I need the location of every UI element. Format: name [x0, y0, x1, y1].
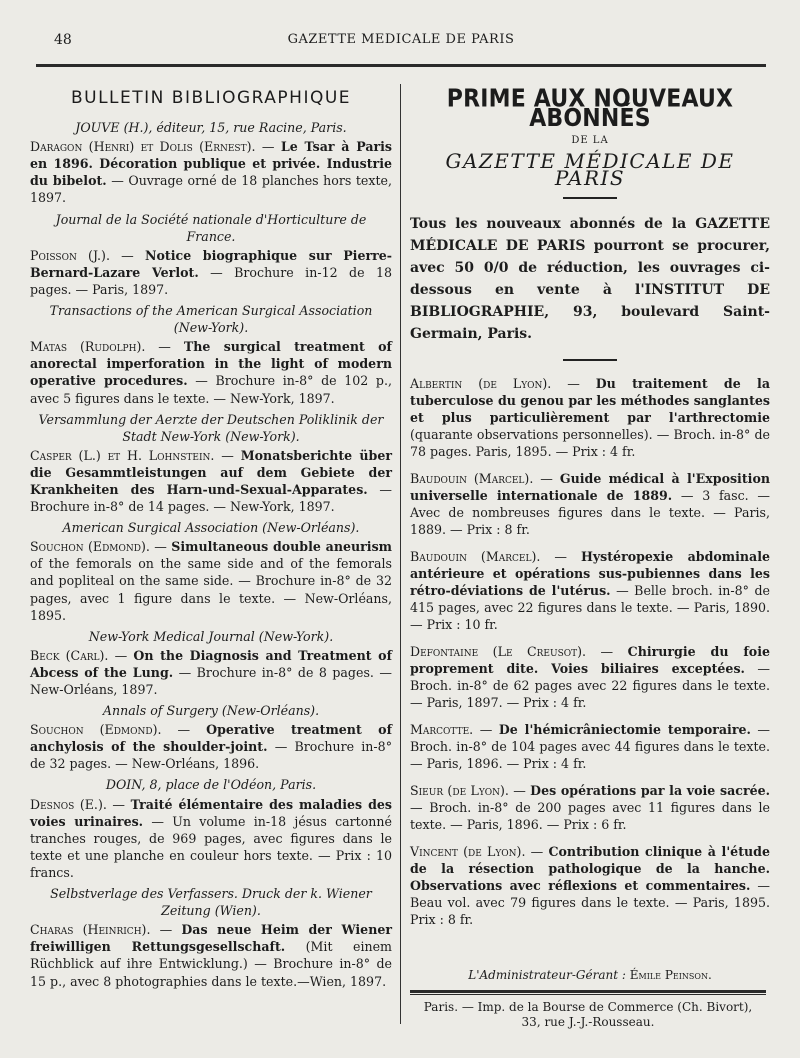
section — [30, 628, 392, 698]
entry-author: Beck (Carl). — — [30, 647, 128, 663]
running-title: GAZETTE MEDICALE DE PARIS — [287, 32, 515, 47]
bibliography-entry — [30, 447, 392, 515]
bibliography-entry — [30, 538, 392, 623]
subscriber-announcement: Tous les nouveaux abonnés de la GAZETTE MÉDICALE DE PARIS pourront se procurer, avec 50 0/0 de réduction, les ouvrages ci-dessous en vente à l'INSTITUT DE BIBLIOGRAPHIE, 93, boulevard Saint-Germain, Paris. — [410, 216, 770, 342]
administrator-name: Émile Peinson. — [629, 968, 712, 982]
entry-title: On the Diagnosis and Treatment of Abcess of the Lung. — [30, 647, 392, 680]
entry-details: — Brochure in-8° de 14 pages. — New-York, 1897. — [30, 481, 392, 515]
entry-title: Hystéropexie abdominale antérieure et opérations sus-pubiennes dans les rétro-déviations de l'utérus. — [410, 549, 770, 598]
offer-entry — [410, 643, 770, 711]
administrator-label: L'Administrateur-Gérant : — [468, 968, 626, 982]
entry-details: — Broch. in-8° de 104 pages avec 44 figures dans le texte. — Paris, 1896. — Prix : 4 fr. — [410, 722, 770, 771]
section — [30, 702, 392, 772]
entry-details: (Mit einem Rüchblick auf ihre Entwicklung.) — Brochure in-8° de 15 p., avec 8 photographies dans le texte.—Wien, 1897. — [30, 939, 392, 989]
entry-details: — Broch. in-8° de 200 pages avec 11 figures dans le texte. — Paris, 1896. — Prix : 6 fr. — [410, 800, 770, 832]
bibliography-entry — [30, 796, 392, 881]
entry-title: Monatsberichte über die Gesammtleistungen auf dem Gebiete der Krankheiten des Harn-und-Sexual-Apparates. — [30, 447, 393, 497]
offer-entry — [410, 548, 770, 633]
entry-details: — Brochure in-8° de 32 pages. — New-Orléans, 1896. — [30, 739, 392, 772]
section — [30, 302, 392, 407]
entry-title: Traité élémentaire des maladies des voies urinaires. — [30, 796, 392, 829]
left-column — [30, 84, 392, 992]
section — [30, 885, 392, 990]
publisher-heading: American Surgical Association (New-Orléans). — [62, 520, 360, 536]
entry-author: Defontaine (Le Creusot). — — [410, 644, 614, 659]
gazette-name: GAZETTE MÉDICALE DE PARIS — [445, 149, 735, 190]
publisher-heading: Journal de la Société nationale d'Horticulture de France. — [55, 211, 367, 244]
bibliography-entry — [30, 647, 392, 698]
publisher-heading: Transactions of the American Surgical Association (New-York). — [49, 303, 373, 336]
entry-title: Notice biographique sur Pierre-Bernard-Lazare Verlot. — [30, 247, 392, 280]
entry-details: — Brochure in-12 de 18 pages. — Paris, 1897. — [30, 264, 392, 297]
page-number: 48 — [54, 32, 72, 48]
entry-title: Chirurgie du foie proprement dite. Voies biliaires exceptées. — [410, 644, 771, 676]
entry-author: Desnos (E.). — — [30, 796, 126, 812]
divider — [563, 359, 617, 361]
printer-line: Paris. — Imp. de la Bourse de Commerce (Ch. Bivort), — [423, 1000, 753, 1014]
bulletin-title: BULLETIN BIBLIOGRAPHIQUE — [70, 88, 352, 108]
footer-rule-thin — [410, 994, 766, 995]
bibliography-entry — [30, 138, 392, 206]
offer-entry — [410, 843, 770, 928]
entry-author: Matas (Rudolph). — — [30, 339, 171, 355]
entry-details: of the femorals on the same side and of the femorals and popliteal on the same side. — Brochure in-8° de 32 pages, avec 1 figure dans le texte. — New-Orléans, 1895. — [30, 556, 392, 623]
publisher-heading: Selbstverlage des Verfassers. Druck der k. Wiener Zeitung (Wien). — [50, 886, 372, 919]
entry-author: Baudouin (Marcel). — — [410, 549, 567, 564]
entry-title: Contribution clinique à l'étude de la résection pathologique de la hanche. Observations avec réflexions et commentaires. — [410, 844, 770, 893]
entry-title: Guide médical à l'Exposition universelle internationale de 1889. — [410, 471, 771, 503]
entry-details: (quarante observations personnelles). — Broch. in-8° de 78 pages. Paris, 1895. — Prix : 4 fr. — [410, 427, 770, 459]
printer-address: 33, rue J.-J.-Rousseau. — [521, 1015, 655, 1029]
entry-title: Le Tsar à Paris en 1896. Décoration publique et privée. Industrie du bibelot. — [30, 139, 392, 189]
entry-author: Marcotte. — — [410, 722, 493, 737]
entry-details: — Brochure in-8° de 8 pages. — New-Orléans, 1897. — [30, 664, 392, 697]
entry-title: The surgical treatment of anorectal imperforation in the light of modern operative procedures. — [30, 339, 392, 389]
prime-title: PRIME AUX NOUVEAUX ABONNÉS — [446, 84, 734, 134]
bibliography-entry — [30, 721, 392, 772]
divider — [563, 197, 617, 199]
entry-details: — Broch. in-8° de 62 pages avec 22 figures dans le texte. — Paris, 1897. — Prix : 4 fr. — [410, 661, 770, 710]
entry-author: Albertin (de Lyon). — — [410, 376, 580, 391]
entry-details: — Brochure in-8° de 102 p., avec 5 figures dans le texte. — New-York, 1897. — [30, 373, 392, 406]
entry-title: De l'hémicrâniectomie temporaire. — [498, 722, 751, 737]
entry-author: Charas (Heinrich). — — [30, 922, 173, 938]
offer-entry — [410, 782, 770, 833]
publisher-heading: JOUVE (H.), éditeur, 15, rue Racine, Paris. — [75, 120, 347, 136]
administrator-line — [410, 968, 770, 982]
section — [30, 776, 392, 881]
section — [30, 211, 392, 298]
section — [30, 119, 392, 206]
entry-author: Casper (L.) et H. Lohnstein. — — [30, 447, 234, 463]
entry-title: Das neue Heim der Wiener freiwilligen Rettungsgesellschaft. — [30, 922, 392, 955]
entry-author: Souchon (Edmond). — — [30, 539, 167, 555]
offer-entry — [410, 721, 770, 772]
entry-author: Baudouin (Marcel). — — [410, 471, 553, 486]
entry-title: Simultaneous double aneurism — [171, 539, 392, 555]
bibliography-entry — [30, 921, 392, 989]
entry-author: Poisson (J.). — — [30, 247, 134, 263]
publisher-heading: Versammlung der Aerzte der Deutschen Poliklinik der Stadt New-York (New-York). — [38, 411, 384, 444]
offer-entry — [410, 375, 770, 460]
entry-details: — Un volume in-18 jésus cartonné tranches rouges, de 969 pages, avec figures dans le texte et une planche en couleur hors texte. — Prix : 10 francs. — [30, 813, 392, 880]
offer-entry — [410, 470, 770, 538]
header-rule — [36, 64, 766, 67]
entry-details: — 3 fasc. — Avec de nombreuses figures dans le texte. — Paris, 1889. — Prix : 8 fr. — [410, 488, 770, 537]
entry-author: Sieur (de Lyon). — — [410, 783, 526, 798]
right-column — [410, 84, 770, 938]
section — [30, 411, 392, 516]
publisher-heading: DOIN, 8, place de l'Odéon, Paris. — [105, 777, 317, 793]
bibliography-entry — [30, 338, 392, 406]
section — [30, 519, 392, 624]
column-divider — [400, 84, 401, 1024]
page-header — [36, 32, 766, 52]
printer-imprint — [410, 1000, 766, 1030]
bibliography-entry — [30, 247, 392, 298]
entry-title: Du traitement de la tuberculose du genou par les méthodes sanglantes et plus particulièrement par l'arthrectomie — [410, 376, 770, 425]
publisher-heading: Annals of Surgery (New-Orléans). — [102, 703, 320, 719]
entry-details: — Ouvrage orné de 18 planches hors texte, 1897. — [30, 173, 393, 206]
entry-title: Des opérations par la voie sacrée. — [530, 783, 770, 798]
entry-title: Operative treatment of anchylosis of the shoulder-joint. — [30, 722, 392, 755]
de-la-label: DE LA — [571, 135, 609, 146]
entry-author: Vincent (de Lyon). — — [410, 844, 544, 859]
entry-author: Souchon (Edmond). — — [30, 722, 191, 738]
footer-rule — [410, 990, 766, 993]
entry-details: — Beau vol. avec 79 figures dans le texte. — Paris, 1895. Prix : 8 fr. — [410, 878, 770, 927]
publisher-heading: New-York Medical Journal (New-York). — [88, 628, 334, 644]
entry-author: Daragon (Henri) et Dolis (Ernest). — — [30, 139, 275, 155]
entry-details: — Belle broch. in-8° de 415 pages, avec 22 figures dans le texte. — Paris, 1890. — Prix : 10 fr. — [410, 583, 770, 632]
